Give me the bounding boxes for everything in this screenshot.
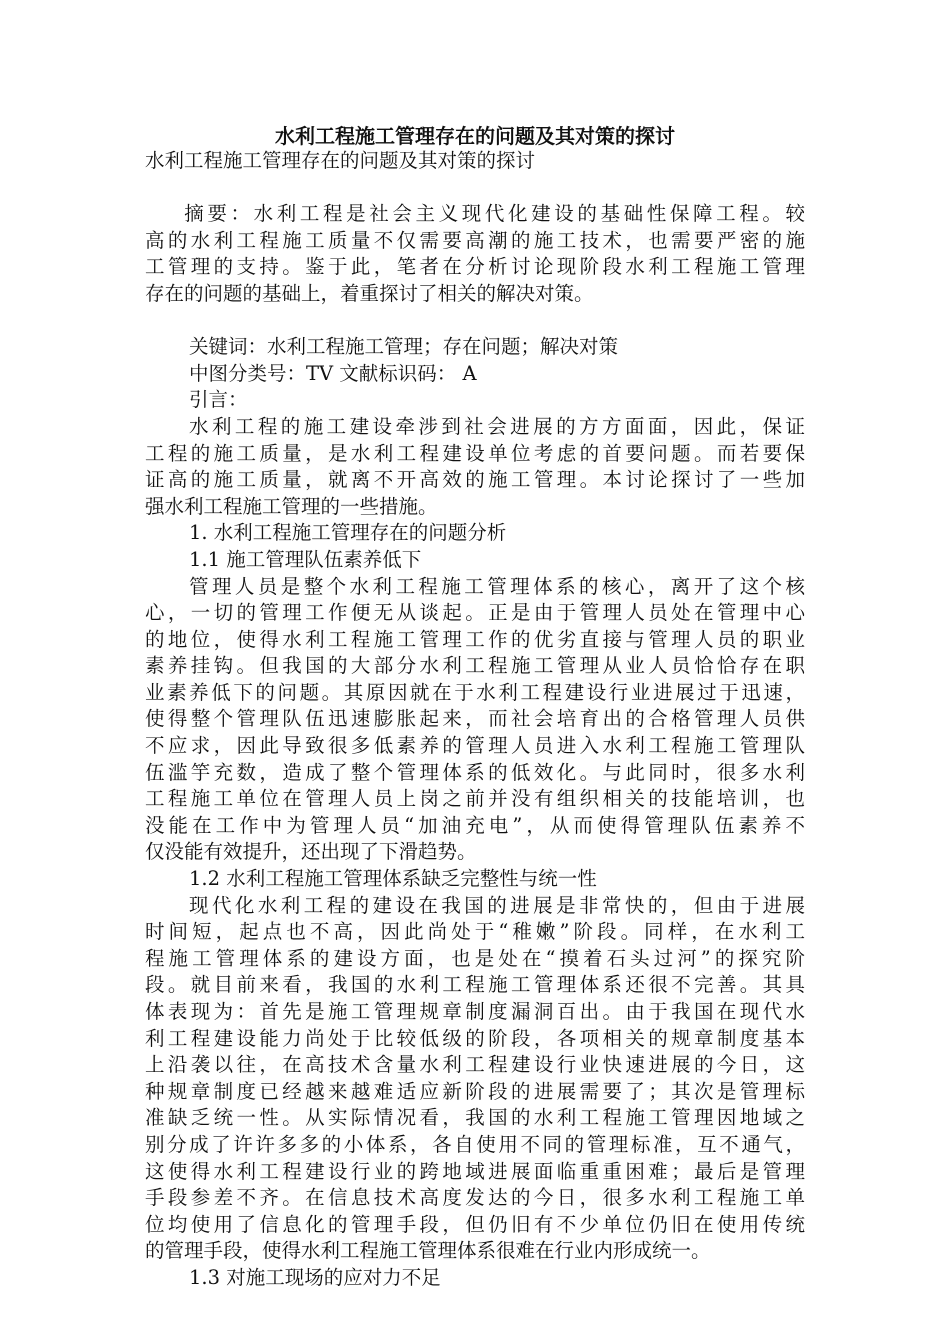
blank-line (145, 175, 805, 202)
document-subtitle: 水利工程施工管理存在的问题及其对策的探讨 (145, 149, 536, 172)
paragraph-line: 程施工管理体系的建设方面，也是处在“摸着石头过河”的探究阶 (145, 946, 805, 970)
blank-line (145, 308, 805, 335)
paragraph-line: 种规章制度已经越来越难适应新阶段的进展需要了；其次是管理标 (145, 1079, 805, 1103)
paragraph-line: 位均使用了信息化的管理手段，但仍旧有不少单位仍旧在使用传统 (145, 1212, 805, 1236)
abstract-line: 工管理的支持。鉴于此，笔者在分析讨论现阶段水利工程施工管理 (145, 255, 805, 279)
subsection-heading: 1.1 施工管理队伍素养低下 (189, 547, 422, 571)
paragraph-line: 现代化水利工程的建设在我国的进展是非常快的，但由于进展 (189, 893, 805, 917)
paragraph-line: 手段参差不齐。在信息技术高度发达的今日，很多水利工程施工单 (145, 1186, 805, 1210)
paragraph-line: 水利工程的施工建设牵涉到社会进展的方方面面，因此，保证 (189, 414, 805, 438)
keywords: 关键词：水利工程施工管理；存在问题；解决对策 (189, 335, 619, 359)
paragraph-line: 上沿袭以往，在高技术含量水利工程建设行业快速进展的今日，这 (145, 1053, 805, 1077)
paragraph-line: 证高的施工质量，就离不开高效的施工管理。本讨论探讨了一些加 (145, 468, 805, 492)
abstract-line: 存在的问题的基础上，着重探讨了相关的解决对策。 (145, 281, 594, 305)
paragraph-line: 利工程建设能力尚处于比较低级的阶段，各项相关的规章制度基本 (145, 1026, 805, 1050)
paragraph-line: 素养挂钩。但我国的大部分水利工程施工管理从业人员恰恰存在职 (145, 654, 805, 678)
paragraph-line: 强水利工程施工管理的一些措施。 (145, 494, 438, 518)
abstract-line: 摘要：水利工程是社会主义现代化建设的基础性保障工程。较 (145, 202, 805, 226)
intro-heading: 引言： (189, 388, 248, 412)
paragraph-line: 业素养低下的问题。其原因就在于水利工程建设行业进展过于迅速， (145, 680, 805, 704)
paragraph-line: 不应求，因此导致很多低素养的管理人员进入水利工程施工管理队 (145, 734, 805, 758)
paragraph-line: 工程施工单位在管理人员上岗之前并没有组织相关的技能培训，也 (145, 787, 805, 811)
subsection-heading: 1.2 水利工程施工管理体系缺乏完整性与统一性 (189, 867, 597, 891)
paragraph-line: 体表现为：首先是施工管理规章制度漏洞百出。由于我国在现代水 (145, 1000, 805, 1023)
classification: 中图分类号：TV 文献标识码： A (189, 361, 477, 385)
subsection-heading: 1.3 对施工现场的应对力不足 (189, 1265, 441, 1289)
paragraph-line: 使得整个管理队伍迅速膨胀起来，而社会培育出的合格管理人员供 (145, 707, 805, 731)
abstract-line: 高的水利工程施工质量不仅需要高潮的施工技术，也需要严密的施 (145, 228, 805, 252)
paragraph-line: 没能在工作中为管理人员“加油充电”，从而使得管理队伍素养不 (145, 813, 805, 837)
paragraph-line: 的管理手段，使得水利工程施工管理体系很难在行业内形成统一。 (145, 1239, 711, 1263)
paragraph-line: 准缺乏统一性。从实际情况看，我国的水利工程施工管理因地域之 (145, 1106, 805, 1130)
paragraph-line: 心，一切的管理工作便无从谈起。正是由于管理人员处在管理中心 (145, 601, 805, 625)
paragraph-line: 管理人员是整个水利工程施工管理体系的核心，离开了这个核 (189, 574, 805, 598)
paragraph-line: 这使得水利工程建设行业的跨地域进展面临重重困难；最后是管理 (145, 1159, 805, 1183)
paragraph-line: 段。就目前来看，我国的水利工程施工管理体系还很不完善。其具 (145, 973, 805, 997)
paragraph-line: 时间短，起点也不高，因此尚处于“稚嫩”阶段。同样，在水利工 (145, 920, 805, 944)
paragraph-line: 伍滥竽充数，造成了整个管理体系的低效化。与此同时，很多水利 (145, 760, 805, 784)
paragraph-line: 别分成了许许多多的小体系，各自使用不同的管理标准，互不通气， (145, 1132, 805, 1156)
document-title: 水利工程施工管理存在的问题及其对策的探讨 (275, 124, 675, 148)
section-heading: 1. 水利工程施工管理存在的问题分析 (189, 521, 507, 545)
paragraph-line: 仅没能有效提升，还出现了下滑趋势。 (145, 840, 477, 864)
paragraph-line: 工程的施工质量，是水利工程建设单位考虑的首要问题。而若要保 (145, 441, 805, 465)
document-body (145, 148, 805, 1292)
paragraph-line: 的地位，使得水利工程施工管理工作的优劣直接与管理人员的职业 (145, 627, 805, 651)
